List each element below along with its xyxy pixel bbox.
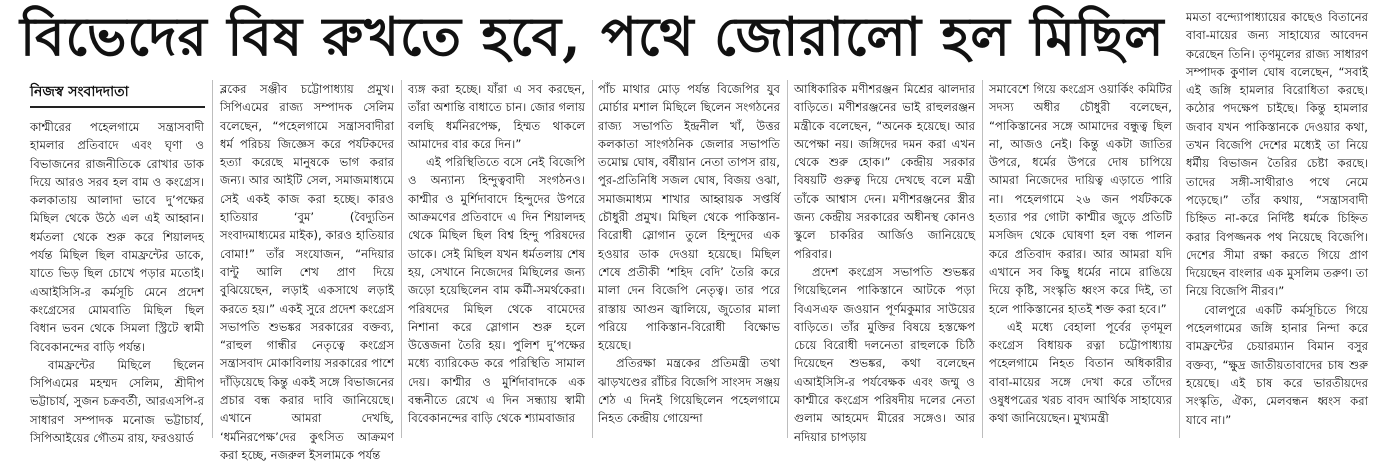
paragraph: এই মধ্যে বেহালা পূর্বের তৃণমূল কংগ্রেস বিধায়ক রত্না চট্টোপাধ্যায় পহেলগামে নিহত বিতান অধিকারীর বাবা-মায়ের সঙ্গে দেখা করে তাঁদের ওষুধপত্রের খরচ বাবদ আর্থিক সাহায্যের কথা জানিয়েছেন। মুখ্যমন্ত্রী — [989, 319, 1172, 426]
article-column-1 — [30, 118, 204, 447]
article-column-4 — [598, 80, 780, 428]
headline: বিভেদের বিষ রুখতে হবে, পথে জোরালো হল মিছিল — [20, 6, 1165, 68]
column-divider — [212, 80, 213, 438]
article-column-6 — [989, 80, 1172, 428]
paragraph: প্রদেশ কংগ্রেস সভাপতি শুভঙ্কর গিয়েছিলেন পাকিস্তানে আটকে পড়া বিএসএফ জওয়ান পূর্ণমকুমার সাউয়ের বাড়িতে। তাঁর মুক্তির বিষয়ে হস্তক্ষেপ চেয়ে বিরোধী দলনেতা রাহুলকে চিঠি দিয়েছেন শুভঙ্কর, কথা বলেছেন এআইসিসি-র পর্যবেক্ষক এবং জম্মু ও কাশ্মীরে কংগ্রেস পরিষদীয় দলের নেতা গুলাম আহমেদ মীরের সঙ্গেও। আর নদিয়ার চাপড়ায় — [794, 264, 975, 444]
paragraph: পাঁচ মাথার মোড় পর্যন্ত বিজেপির যুব মোর্চার মশাল মিছিলে ছিলেন সংগঠনের রাজ্য সভাপতি ইন্দ্রনীল খাঁ, উত্তর কলকাতা সাংগঠনিক জেলার সভাপতি তমোঘ্ন ঘোষ, বর্ষীয়ান নেতা তাপস রায়, পুর-প্রতিনিধি সজল ঘোষ, বিজয় ওঝা, সমাজমাধ্যম শাখার আহ্বায়ক সপ্তর্ষি চৌধুরী প্রমুখ। মিছিল থেকে পাকিস্তান-বিরোধী স্লোগান তুলে হিন্দুদের এক হওয়ার ডাক দেওয়া হয়েছে। মিছিল শেষে প্রতীকী ‘শহিদ বেদি’ তৈরি করে মালা দেন বিজেপি নেতৃত্ব। তার পরে রাস্তায় আগুন জ্বালিয়ে, জুতোর মালা পরিয়ে পাকিস্তান-বিরোধী বিক্ষোভ হয়েছে। — [598, 82, 780, 353]
paragraph: সমাবেশে গিয়ে কংগ্রেস ওয়ার্কিং কমিটির সদস্য অধীর চৌধুরী বলেছেন, “পাকিস্তানের সঙ্গে আমাদের বন্ধুত্ব ছিল না, আজও নেই। কিন্তু একটা জাতির উপরে, ধর্মের উপরে দোষ চাপিয়ে আমরা নিজেদের দায়িত্ব এড়াতে পারি না। পহেলগামে ২৬ জন পর্যটককে হত্যার পর গোটা কাশ্মীর জুড়ে প্রতিটি মসজিদ থেকে ঘোষণা হল বন্ধ পালন করে প্রতিবাদ করার। আর আমরা যদি এখানে সব কিছু ধর্মের নামে রাঙিয়ে দিয়ে কৃষ্টি, সংস্কৃতি ধ্বংস করে দিই, তা হলে পাকিস্তানের হাতই শক্ত করা হবে।” — [989, 82, 1172, 316]
article-column-2 — [220, 80, 394, 464]
column-divider — [401, 80, 402, 438]
column-divider — [1179, 80, 1180, 438]
column-divider — [787, 80, 788, 438]
paragraph: ব্লকের সঞ্জীব চট্টোপাধ্যায় প্রমুখ। সিপিএমের রাজ্য সম্পাদক সেলিম বলেছেন, “পহেলগামে সন্ত্রাসবাদীরা ধর্ম পরিচয় জিজ্ঞেস করে পর্যটকদের হত্যা করেছে মানুষকে ভাগ করার জন্য। আর আইটি সেল, সমাজমাধ্যমে সেই একই কাজ করা হচ্ছে। কারও হাতিয়ার ‘বুম’ (বৈদ্যুতিন সংবাদমাধ্যমের মাইক), কারও হাতিয়ার বোমা!” তাঁর সংযোজন, “নদিয়ার বান্টু আলি শেখ প্রাণ দিয়ে বুঝিয়েছেন, লড়াই একসাথে লড়াই করতে হয়।” একই সুরে প্রদেশ কংগ্রেস সভাপতি শুভঙ্কর সরকারের বক্তব্য, “রাহুল গান্ধীর নেতৃত্বে কংগ্রেস সন্ত্রাসবাদ মোকাবিলায় সরকারের পাশে দাঁড়িয়েছে কিন্তু একই সঙ্গে বিভাজনের প্রচার বন্ধ করার দাবি জানিয়েছে। এখানে আমরা দেখছি, ‘ধর্মনিরপেক্ষ’দের কুৎসিত আক্রমণ করা হচ্ছে, নজরুল ইসলামকে পর্যন্ত — [220, 82, 394, 462]
paragraph: কাশ্মীরের পহেলগামে সন্ত্রাসবাদী হামলার প্রতিবাদে এবং ঘৃণা ও বিভাজনের রাজনীতিকে রোখার ডাক দিয়ে আরও সরব হল বাম ও কংগ্রেস। কলকাতায় আলাদা ভাবে দু’পক্ষের মিছিল থেকে উঠে এল এই আহ্বান। ধর্মতলা থেকে শুরু করে শিয়ালদহ পর্যন্ত মিছিল ছিল বামফ্রন্টের ডাকে, যাতে ভিড় ছিল চোখে পড়ার মতোই। এআইসিসি-র কর্মসূচি মেনে প্রদেশ কংগ্রেসের মোমবাতি মিছিল ছিল বিধান ভবন থেকে সিমলা স্ট্রিটে স্বামী বিবেকানন্দের বাড়ি পর্যন্ত। — [30, 120, 204, 354]
paragraph: বামফ্রন্টের মিছিলে ছিলেন সিপিএমের মহম্মদ সেলিম, শ্রীদীপ ভট্টাচার্য, সুজন চক্রবর্তী, আরএসপি-র সাধারণ সম্পাদক মনোজ ভট্টাচার্য, সিপিআইয়ের গৌতম রায়, ফরওয়ার্ড — [30, 357, 204, 446]
article-column-7 — [1186, 8, 1368, 429]
paragraph: আধিকারিক মণীশরঞ্জন মিশ্রের ঝালদার বাড়িতে। মণীশরঞ্জনের ভাই রাহুলরঞ্জন মন্ত্রীকে বলেছেন, “অনেক হয়েছে। আর অপেক্ষা নয়। জঙ্গিদের দমন করা এখন থেকে শুরু হোক।” কেন্দ্রীয় সরকার বিষয়টি গুরুত্ব দিয়ে দেখছে বলে মন্ত্রী তাঁকে আশ্বাস দেন। মণীশরঞ্জনের স্ত্রীর জন্য কেন্দ্রীয় সরকারের অধীনস্থ কোনও স্কুলে চাকরির আর্জিও জানিয়েছে পরিবার। — [794, 82, 975, 261]
byline: নিজস্ব সংবাদদাতা — [30, 80, 205, 108]
paragraph: মমতা বন্দ্যোপাধ্যায়ের কাছেও বিতানের বাবা-মায়ের জন্য সাহায্যের আবেদন করেছেন তিনি। তৃণমূলের রাজ্য সাধারণ সম্পাদক কুণাল ঘোষ বলেছেন, “সবাই এই জঙ্গি হামলার বিরোধিতা করছে। কঠোর পদক্ষেপ চাইছে। কিন্তু হামলার জবাব যখন পাকিস্তানকে দেওয়ার কথা, তখন বিজেপি দেশের মধ্যেই তা নিয়ে ধর্মীয় বিভাজন তৈরির চেষ্টা করছে। তাদের সঙ্গী-সাথীরাও পথে নেমে পড়েছে।” তাঁর কথায়, “সন্ত্রাসবাদী চিহ্নিত না-করে নির্দিষ্ট ধর্মকে চিহ্নিত করার বিপজ্জনক পথ নিয়েছে বিজেপি। দেশের সীমা রক্ষা করতে গিয়ে প্রাণ দিয়েছেন বাংলার এক মুসলিম তরুণ। তা নিয়ে বিজেপি নীরব।” — [1186, 10, 1368, 299]
article-column-5 — [794, 80, 975, 446]
article-column-3 — [408, 80, 585, 428]
column-divider — [592, 80, 593, 438]
column-divider — [982, 80, 983, 438]
paragraph: এই পরিস্থিতিতে বসে নেই বিজেপি ও অন্যান্য হিন্দুত্ববাদী সংগঠনও। কাশ্মীর ও মুর্শিদাবাদে হিন্দুদের উপরে আক্রমণের প্রতিবাদে এ দিন শিয়ালদহ থেকে মিছিল ছিল বিশ্ব হিন্দু পরিষদের ডাকে। সেই মিছিল যখন ধর্মতলায় শেষ হয়, সেখানে নিজেদের মিছিলের জন্য জড়ো হয়েছিলেন বাম কর্মী-সমর্থকেরা। পরিষদের মিছিল থেকে বামেদের নিশানা করে স্লোগান শুরু হলে উত্তেজনা তৈরি হয়। পুলিশ দু’পক্ষের মধ্যে ব্যারিকেড করে পরিস্থিতি সামাল দেয়। কাশ্মীর ও মুর্শিদাবাদকে এক বন্ধনীতে রেখে এ দিন সন্ধ্যায় স্বামী বিবেকানন্দের বাড়ি থেকে শ্যামবাজার — [408, 155, 585, 426]
paragraph: বোলপুরে একটি কর্মসূচিতে গিয়ে পহেলগামের জঙ্গি হানার নিন্দা করে বামফ্রন্টের চেয়ারম্যান বিমান বসুর বক্তব্য, “ক্ষুদ্র জাতীয়তাবাদের চাষ শুরু হয়েছে। এই চাষ করে ভারতীয়দের সংস্কৃতি, ঐক্য, মেলবন্ধন ধ্বংস করা যাবে না।” — [1186, 302, 1368, 427]
paragraph: প্রতিরক্ষা মন্ত্রকের প্রতিমন্ত্রী তথা ঝাড়খণ্ডের রাঁচির বিজেপি সাংসদ সঞ্জয় শেঠ এ দিনই গিয়েছিলেন পহেলগামে নিহত কেন্দ্রীয় গোয়েন্দা — [598, 356, 780, 426]
paragraph: ব্যঙ্গ করা হচ্ছে। যাঁরা এ সব করছেন, তাঁরা অশান্তি বাধাতে চান। জোর গলায় বলছি ধর্মনিরপেক্ষ, হিম্মত থাকলে আমাদের বার করে দিন।” — [408, 82, 585, 151]
